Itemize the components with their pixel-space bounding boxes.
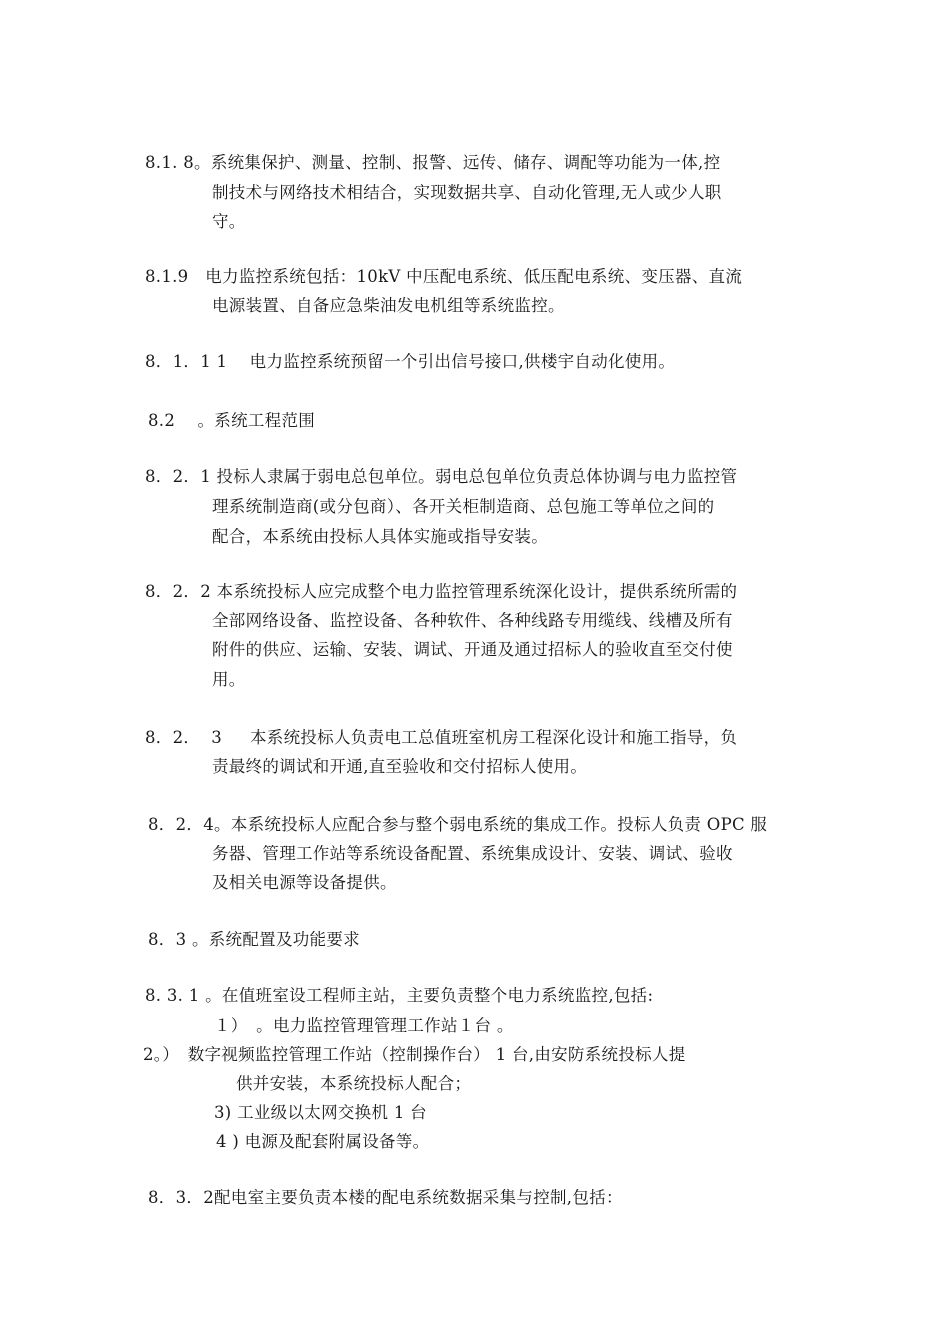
clause-8-2-4-line-2: 务器、管理工作站等系统设备配置、系统集成设计、安装、调试、验收 — [212, 844, 733, 863]
section-heading-8-3: 8．3 。系统配置及功能要求 — [148, 930, 360, 949]
clause-8-3-1-item-2-line-1: 2。） 数字视频监控管理工作站（控制操作台） 1 台,由安防系统投标人提 — [143, 1045, 686, 1064]
clause-8-3-2: 8．3．2配电室主要负责本楼的配电系统数据采集与控制,包括： — [148, 1188, 623, 1207]
clause-8-1-11: 8．1．1 1 电力监控系统预留一个引出信号接口,供楼宇自动化使用。 — [145, 352, 676, 371]
clause-8-2-2-line-2: 全部网络设备、监控设备、各种软件、各种线路专用缆线、线槽及所有 — [212, 611, 733, 630]
clause-8-2-4-line-3: 及相关电源等设备提供。 — [212, 873, 397, 892]
clause-8-2-3-line-2: 责最终的调试和开通,直至验收和交付招标人使用。 — [212, 757, 588, 776]
clause-8-2-1-line-3: 配合，本系统由投标人具体实施或指导安装。 — [212, 527, 548, 546]
clause-8-3-1-item-4: 4 ) 电源及配套附属设备等。 — [216, 1132, 430, 1151]
clause-8-2-4-line-1: 8．2．4。本系统投标人应配合参与整个弱电系统的集成工作。投标人负责 OPC 服 — [148, 815, 768, 834]
clause-8-2-2-line-4: 用。 — [212, 670, 246, 689]
clause-8-1-9-line-1: 8.1.9 电力监控系统包括：10kV 中压配电系统、低压配电系统、变压器、直流 — [145, 267, 743, 286]
clause-8-2-2-line-1: 8．2．2 本系统投标人应完成整个电力监控管理系统深化设计，提供系统所需的 — [145, 582, 738, 601]
section-heading-8-2: 8.2 。系统工程范围 — [148, 411, 316, 430]
clause-8-3-1-item-3: 3) 工业级以太网交换机 1 台 — [214, 1103, 427, 1122]
clause-8-1-8-line-1: 8.1. 8。系统集保护、测量、控制、报警、远传、储存、调配等功能为一体,控 — [145, 153, 721, 172]
clause-8-2-1-line-2: 理系统制造商(或分包商）、各开关柜制造商、总包施工等单位之间的 — [212, 497, 715, 516]
clause-8-3-1-line-1: 8. 3. 1 。在值班室设工程师主站，主要负责整个电力系统监控,包括: — [145, 986, 654, 1005]
clause-8-1-8-line-2: 制技术与网络技术相结合，实现数据共享、自动化管理,无人或少人职 — [212, 183, 722, 202]
clause-8-1-8-line-3: 守。 — [212, 212, 246, 231]
clause-8-3-1-item-2-line-2: 供并安装，本系统投标人配合； — [236, 1074, 472, 1093]
clause-8-2-3-line-1: 8．2． 3 本系统投标人负责电工总值班室机房工程深化设计和施工指导，负 — [145, 728, 738, 747]
clause-8-3-1-item-1: １） 。电力监控管理管理工作站１台 。 — [214, 1016, 514, 1035]
clause-8-2-1-line-1: 8．2．1 投标人隶属于弱电总包单位。弱电总包单位负责总体协调与电力监控管 — [145, 467, 738, 486]
clause-8-2-2-line-3: 附件的供应、运输、安装、调试、开通及通过招标人的验收直至交付使 — [212, 640, 733, 659]
clause-8-1-9-line-2: 电源装置、自备应急柴油发电机组等系统监控。 — [212, 296, 565, 315]
